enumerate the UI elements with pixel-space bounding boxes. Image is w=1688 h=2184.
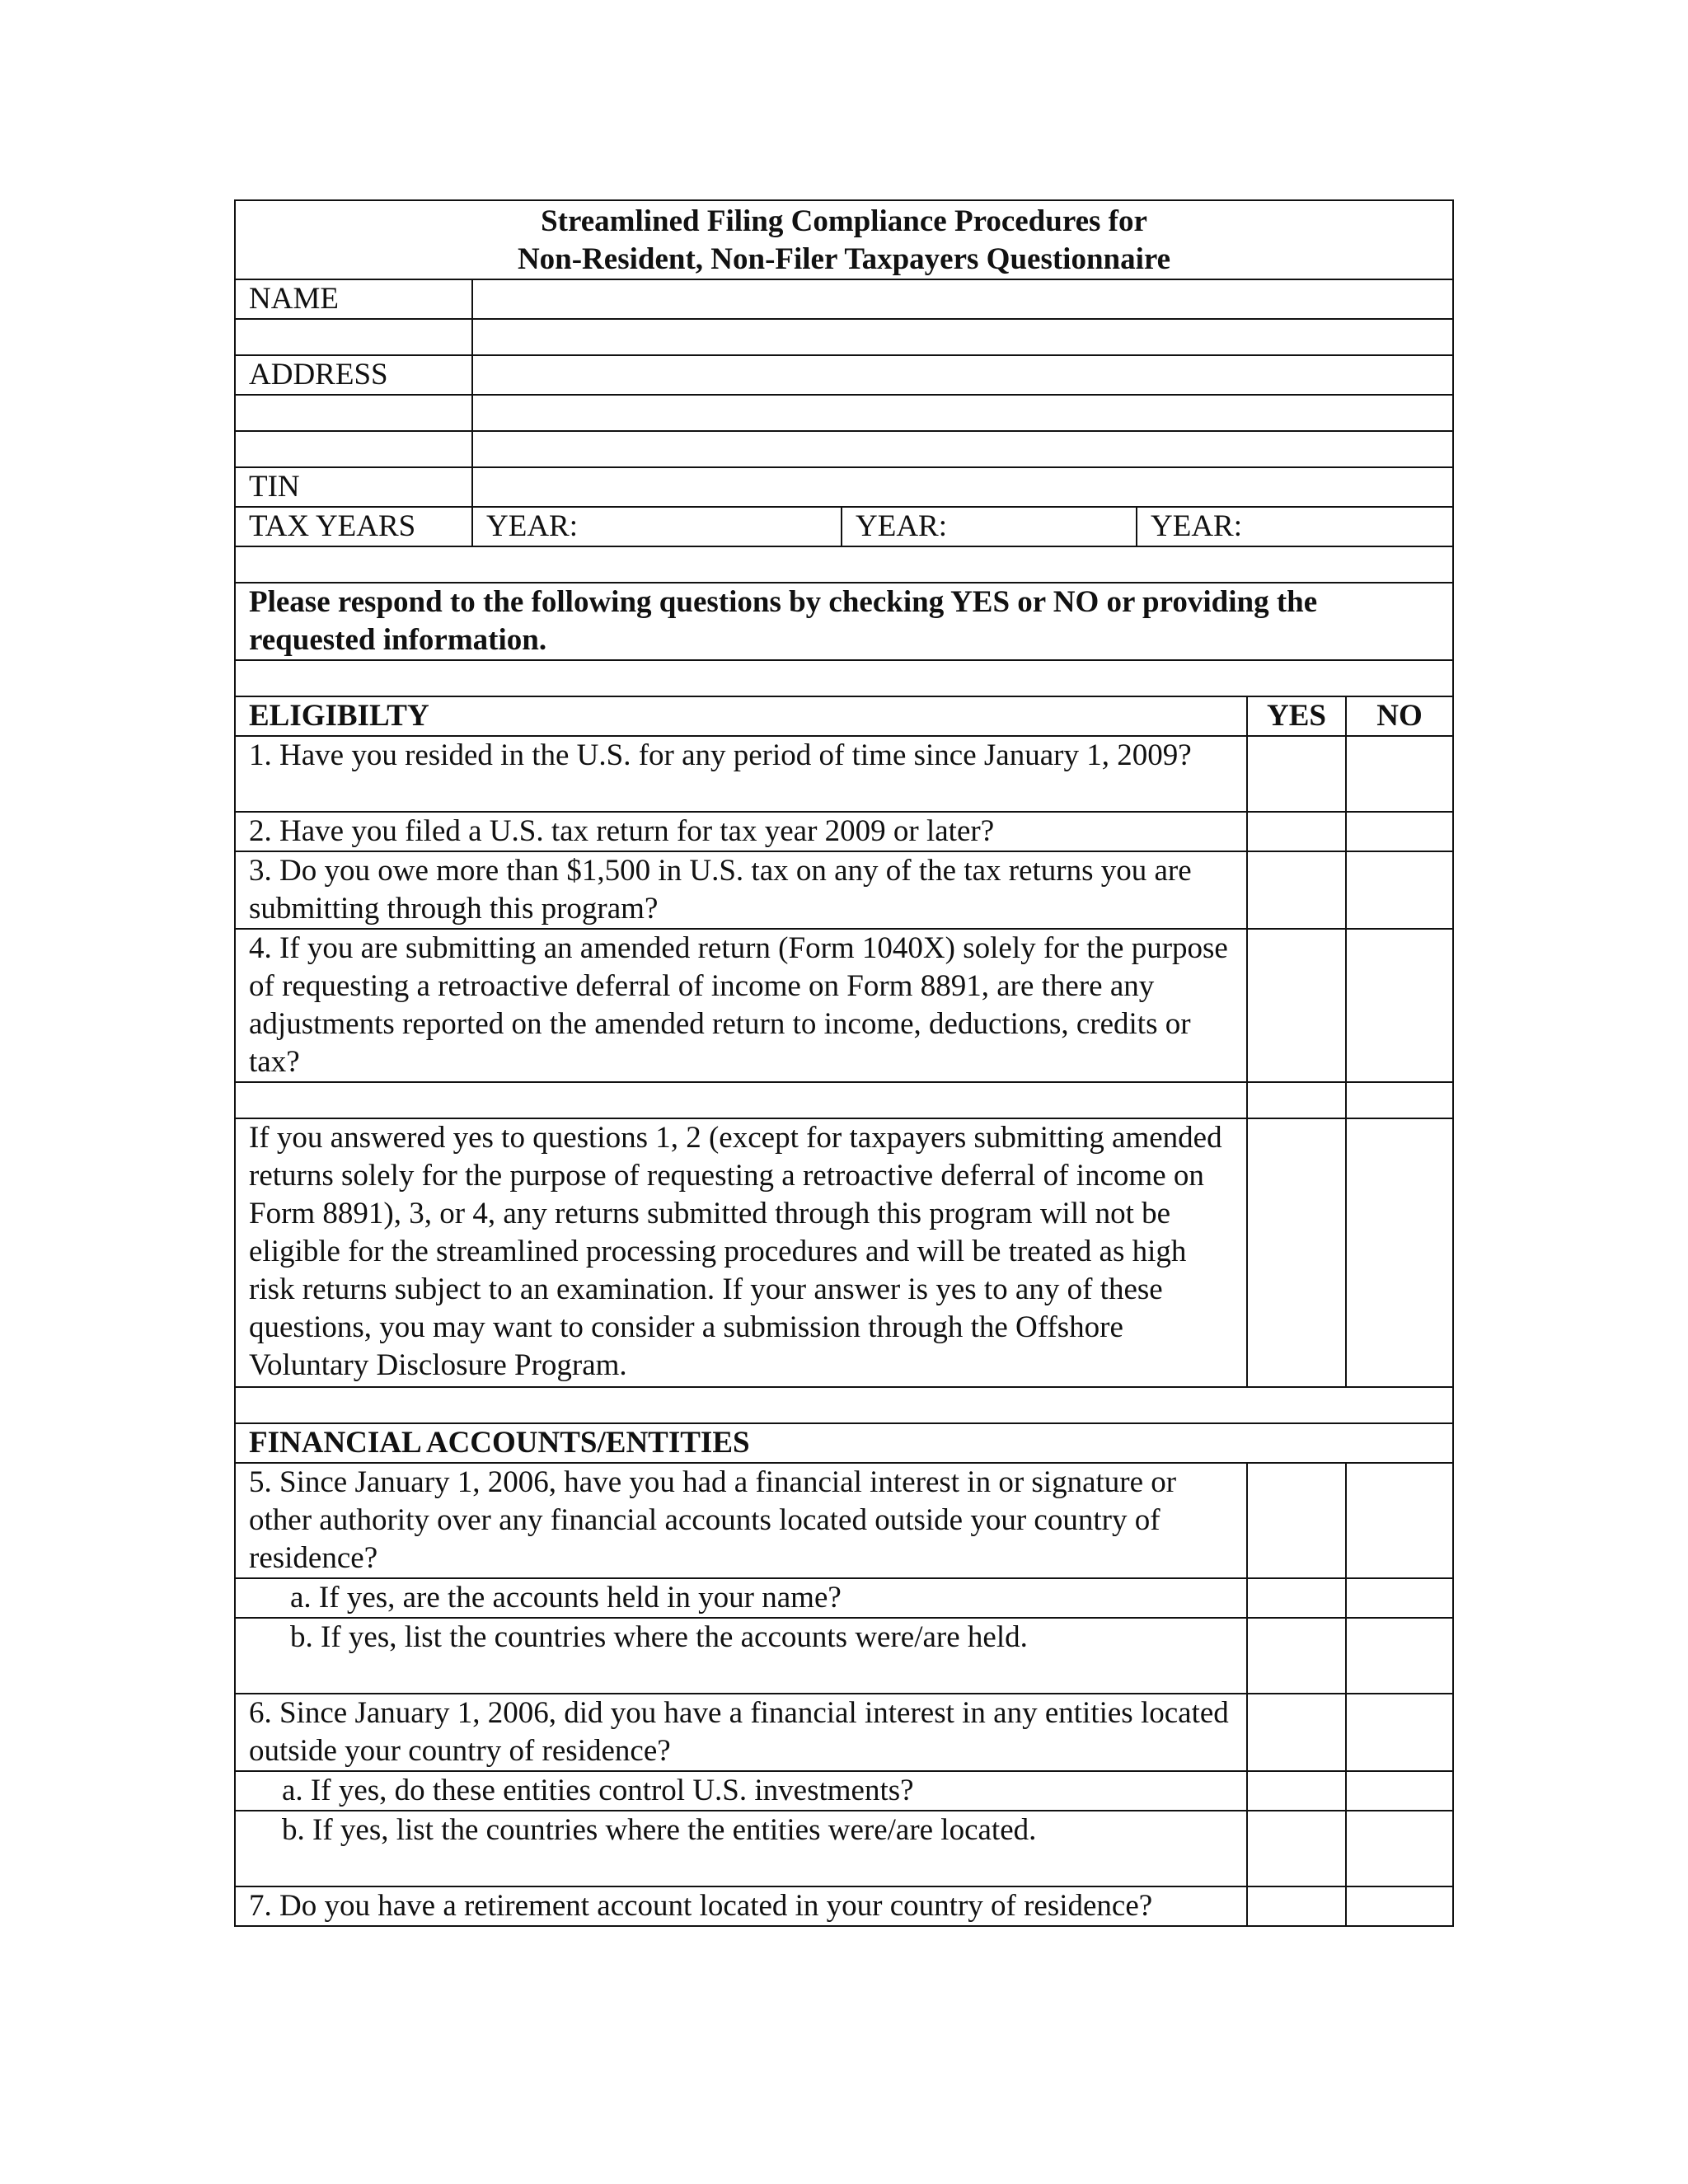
- address-label: ADDRESS: [235, 355, 472, 395]
- question-row-3: [235, 851, 1453, 929]
- spacer-row: [235, 1082, 1453, 1118]
- note-yes-cell: [1247, 1118, 1346, 1387]
- question-6a-yes-checkbox[interactable]: [1247, 1771, 1346, 1811]
- question-row-5: [235, 1463, 1453, 1578]
- spacer-cell: [235, 1082, 1247, 1118]
- name-label: NAME: [235, 279, 472, 319]
- tax-years-row: [235, 507, 1453, 546]
- eligibility-header-row: [235, 696, 1453, 736]
- name-row: [235, 279, 1453, 319]
- question-6-no-checkbox[interactable]: [1346, 1694, 1453, 1771]
- spacer-row: [235, 660, 1453, 696]
- name-field-line-2[interactable]: [472, 319, 1453, 355]
- address-field-line-2[interactable]: [472, 395, 1453, 431]
- form-title-line-1: Streamlined Filing Compliance Procedures for: [541, 204, 1147, 238]
- tin-field[interactable]: [472, 467, 1453, 507]
- no-column-header: NO: [1346, 696, 1453, 736]
- question-7-yes-checkbox[interactable]: [1247, 1886, 1346, 1926]
- note-no-cell: [1346, 1118, 1453, 1387]
- financial-header-row: [235, 1423, 1453, 1463]
- question-row-6b: [235, 1811, 1453, 1886]
- name-field[interactable]: [472, 279, 1453, 319]
- question-3-yes-checkbox[interactable]: [1247, 851, 1346, 929]
- year-field-1[interactable]: YEAR:: [472, 507, 842, 546]
- question-6b-no-cell[interactable]: [1346, 1811, 1453, 1886]
- question-7-text: 7. Do you have a retirement account located in your country of residence?: [235, 1886, 1247, 1926]
- question-1-text: 1. Have you resided in the U.S. for any period of time since January 1, 2009?: [235, 736, 1247, 812]
- question-5-text: 5. Since January 1, 2006, have you had a financial interest in or signature or other authority over any financial accounts located outside your country of residence?: [235, 1463, 1247, 1578]
- question-6a-text: a. If yes, do these entities control U.S. investments?: [235, 1771, 1247, 1811]
- question-row-4: [235, 929, 1453, 1082]
- spacer-row: [235, 1387, 1453, 1423]
- form-title: [235, 200, 1453, 279]
- question-6-text: 6. Since January 1, 2006, did you have a financial interest in any entities located outside your country of residence?: [235, 1694, 1247, 1771]
- question-2-yes-checkbox[interactable]: [1247, 812, 1346, 851]
- question-row-5b: [235, 1618, 1453, 1694]
- question-row-7: [235, 1886, 1453, 1926]
- yes-column-header: YES: [1247, 696, 1346, 736]
- question-2-text: 2. Have you filed a U.S. tax return for tax year 2009 or later?: [235, 812, 1247, 851]
- question-5a-yes-checkbox[interactable]: [1247, 1578, 1346, 1618]
- form-table: [234, 199, 1454, 1927]
- eligibility-note: If you answered yes to questions 1, 2 (except for taxpayers submitting amended returns solely for the purpose of requesting a retroactive deferral of income on Form 8891), 3, or 4, any returns submitted through this program will not be eligible for the streamlined processing procedures and will be treated as high risk returns subject to an examination. If your answer is yes to any of these questions, you may want to consider a submission through the Offshore Voluntary Disclosure Program.: [235, 1118, 1247, 1387]
- question-row-1: [235, 736, 1453, 812]
- spacer-row: [235, 546, 1453, 583]
- name-row-extra: [235, 319, 1453, 355]
- tax-years-label: TAX YEARS: [235, 507, 472, 546]
- form-title-line-2: Non-Resident, Non-Filer Taxpayers Questionnaire: [517, 242, 1171, 276]
- question-6a-no-checkbox[interactable]: [1346, 1771, 1453, 1811]
- question-4-text: 4. If you are submitting an amended return (Form 1040X) solely for the purpose of requesting a retroactive deferral of income on Form 8891, are there any adjustments reported on the amended return to income, deductions, credits or tax?: [235, 929, 1247, 1082]
- instructions-row: [235, 583, 1453, 660]
- address-field-line-1[interactable]: [472, 355, 1453, 395]
- question-6-yes-checkbox[interactable]: [1247, 1694, 1346, 1771]
- question-5b-no-cell[interactable]: [1346, 1618, 1453, 1694]
- question-6b-yes-cell[interactable]: [1247, 1811, 1346, 1886]
- question-2-no-checkbox[interactable]: [1346, 812, 1453, 851]
- question-1-no-checkbox[interactable]: [1346, 736, 1453, 812]
- question-5b-yes-cell[interactable]: [1247, 1618, 1346, 1694]
- question-3-no-checkbox[interactable]: [1346, 851, 1453, 929]
- question-5a-text: a. If yes, are the accounts held in your name?: [235, 1578, 1247, 1618]
- question-row-5a: [235, 1578, 1453, 1618]
- eligibility-heading: ELIGIBILTY: [235, 696, 1247, 736]
- spacer-cell: [235, 546, 1453, 583]
- question-5-no-checkbox[interactable]: [1346, 1463, 1453, 1578]
- question-5b-text: b. If yes, list the countries where the accounts were/are held.: [235, 1618, 1247, 1694]
- question-7-no-checkbox[interactable]: [1346, 1886, 1453, 1926]
- blank-label-cell: [235, 395, 472, 431]
- financial-heading: FINANCIAL ACCOUNTS/ENTITIES: [235, 1423, 1453, 1463]
- questionnaire-form: [234, 199, 1452, 1927]
- question-5-yes-checkbox[interactable]: [1247, 1463, 1346, 1578]
- eligibility-note-row: [235, 1118, 1453, 1387]
- spacer-cell: [1346, 1082, 1453, 1118]
- year-field-3[interactable]: YEAR:: [1137, 507, 1453, 546]
- question-5a-no-checkbox[interactable]: [1346, 1578, 1453, 1618]
- tin-label: TIN: [235, 467, 472, 507]
- address-row-3: [235, 431, 1453, 467]
- blank-label-cell: [235, 319, 472, 355]
- spacer-cell: [235, 660, 1453, 696]
- instructions-text: Please respond to the following questions by checking YES or NO or providing the requested information.: [235, 583, 1453, 660]
- tin-row: [235, 467, 1453, 507]
- question-row-6: [235, 1694, 1453, 1771]
- question-6b-text: b. If yes, list the countries where the entities were/are located.: [235, 1811, 1247, 1886]
- year-field-2[interactable]: YEAR:: [842, 507, 1137, 546]
- blank-label-cell: [235, 431, 472, 467]
- address-row: [235, 355, 1453, 395]
- address-field-line-3[interactable]: [472, 431, 1453, 467]
- question-row-2: [235, 812, 1453, 851]
- title-row: [235, 200, 1453, 279]
- spacer-cell: [1247, 1082, 1346, 1118]
- question-row-6a: [235, 1771, 1453, 1811]
- question-4-no-checkbox[interactable]: [1346, 929, 1453, 1082]
- question-3-text: 3. Do you owe more than $1,500 in U.S. tax on any of the tax returns you are submitting through this program?: [235, 851, 1247, 929]
- spacer-cell: [235, 1387, 1453, 1423]
- question-1-yes-checkbox[interactable]: [1247, 736, 1346, 812]
- address-row-2: [235, 395, 1453, 431]
- question-4-yes-checkbox[interactable]: [1247, 929, 1346, 1082]
